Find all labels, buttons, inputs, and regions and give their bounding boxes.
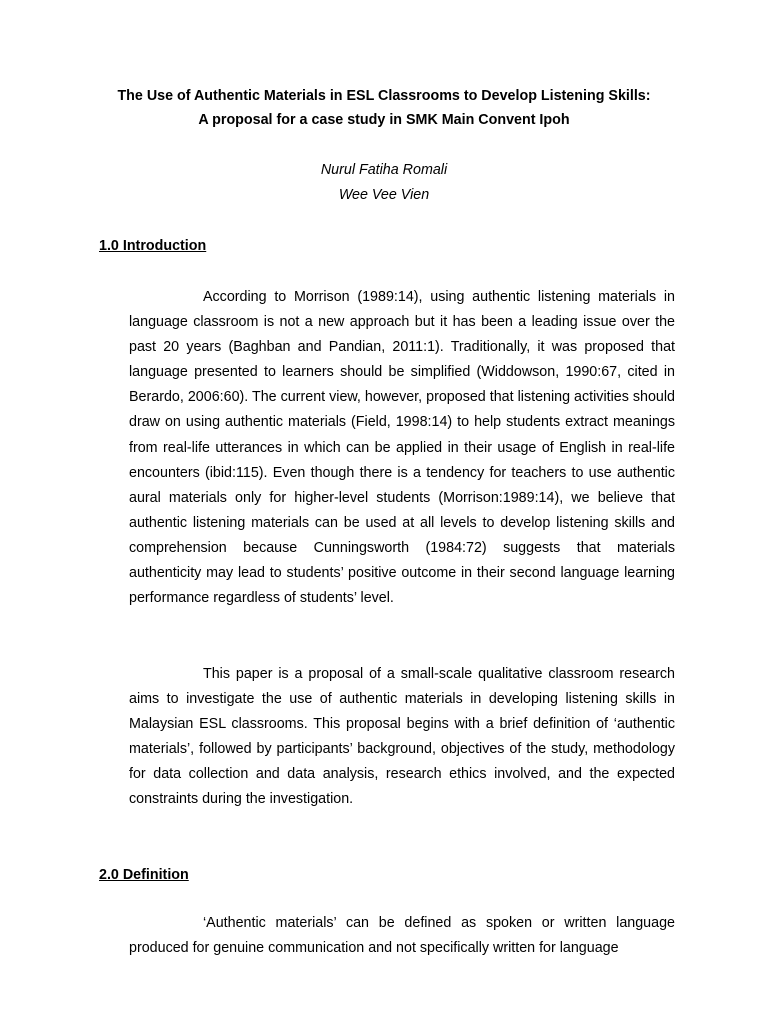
body-paragraph: ‘Authentic materials’ can be defined as spoken or written language produced for genuine communication and not specifically written for language <box>129 915 675 957</box>
body-paragraph: According to Morrison (1989:14), using authentic listening materials in language classroom is not a new approach but it has been a leading issue over the past 20 years (Baghban and Pandian, 2011:1). Traditionally, it was proposed that language presented to learners should be simplified (Widdowson, 1990:67, cited in Berardo, 2006:60). The current view, however, proposed that listening activities should draw on using authentic materials (Field, 1998:14) to help students extract meanings from real-life utterances in which can be applied in their usage of English in real-life encounters (ibid:115). Even though there is a tendency for teachers to use authentic aural materials only for higher-level students (Morrison:1989:14), we believe that authentic listening materials can be used at all levels to develop listening skills and comprehension because Cunningsworth (1984:72) suggests that materials authenticity may lead to students’ positive outcome in their second language learning performance regardless of students’ level. <box>129 289 675 607</box>
author-name: Nurul Fatiha Romali <box>320 162 448 178</box>
document-title-line-2: A proposal for a case study in SMK Main Convent Ipoh <box>198 112 570 128</box>
body-paragraph: This paper is a proposal of a small-scale qualitative classroom research aims to investigate the use of authentic materials in developing listening skills in Malaysian ESL classrooms. This proposal begins with a brief definition of ‘authentic materials’, followed by participants’ background, objectives of the study, methodology for data collection and data analysis, research ethics involved, and the expected constraints during the investigation. <box>129 666 675 808</box>
document-title-line-1: The Use of Authentic Materials in ESL Classrooms to Develop Listening Skills: <box>117 88 651 104</box>
section-heading-definition: 2.0 Definition <box>99 867 189 883</box>
author-name: Wee Vee Vien <box>338 187 430 203</box>
section-heading-introduction: 1.0 Introduction <box>99 238 207 254</box>
